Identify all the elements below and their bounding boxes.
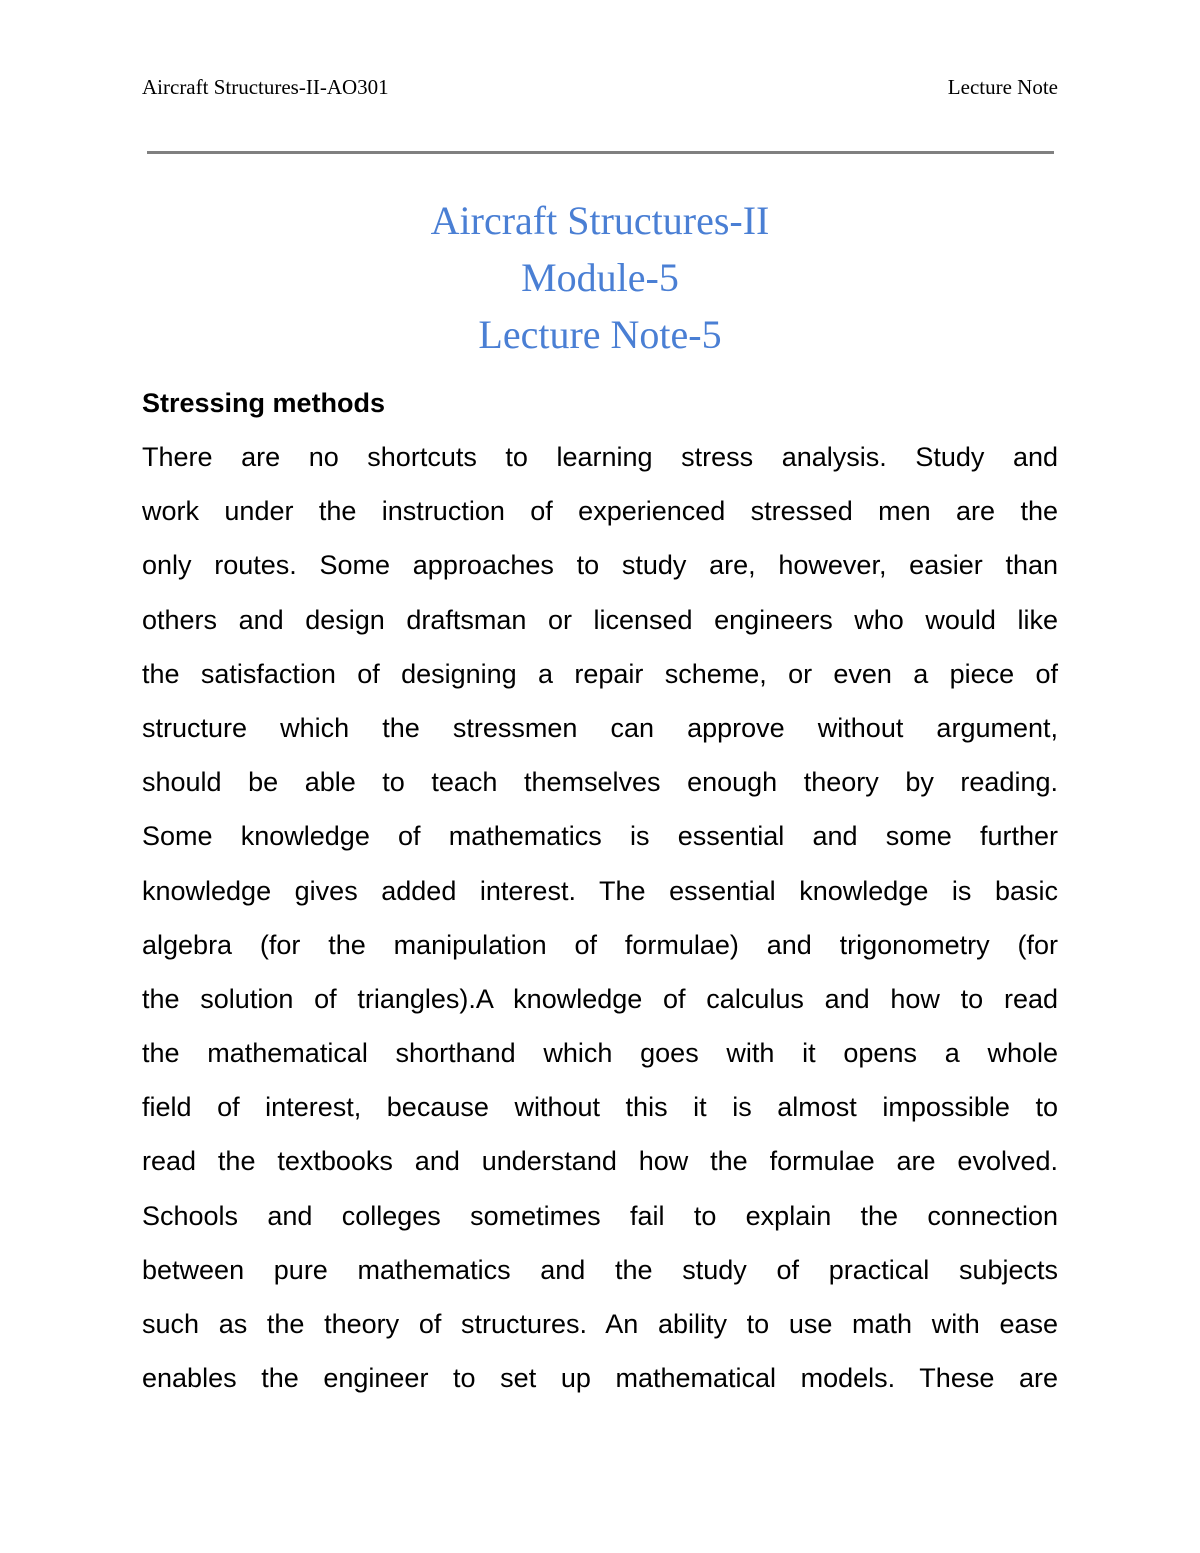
document-title	[142, 192, 1058, 363]
title-module: Module-5	[521, 255, 679, 300]
paragraph-line: enables the engineer to set up mathematical models. These are	[142, 1363, 1058, 1394]
paragraph-line: between pure mathematics and the study of practical subjects	[142, 1254, 1058, 1285]
header-divider	[147, 151, 1054, 154]
title-lecture: Lecture Note-5	[478, 312, 722, 357]
paragraph-line: the mathematical shorthand which goes with it opens a whole	[142, 1038, 1058, 1069]
paragraph-line: algebra (for the manipulation of formulae) and trigonometry (for	[142, 929, 1058, 960]
header-document-type: Lecture Note	[947, 75, 1058, 99]
title-course: Aircraft Structures-II	[430, 198, 770, 243]
body-paragraph	[142, 430, 1058, 1405]
paragraph-line: Some knowledge of mathematics is essential and some further	[142, 821, 1058, 852]
section-heading: Stressing methods	[142, 388, 386, 418]
paragraph-line: others and design draftsman or licensed engineers who would like	[142, 604, 1058, 635]
paragraph-line: should be able to teach themselves enough theory by reading.	[142, 767, 1058, 798]
paragraph-line: read the textbooks and understand how the formulae are evolved.	[142, 1146, 1058, 1177]
paragraph-line: field of interest, because without this it is almost impossible to	[142, 1092, 1058, 1123]
paragraph-line: knowledge gives added interest. The essential knowledge is basic	[142, 875, 1058, 906]
paragraph-line: Schools and colleges sometimes fail to explain the connection	[142, 1200, 1058, 1231]
paragraph-line: There are no shortcuts to learning stress analysis. Study and	[142, 442, 1058, 472]
paragraph-line: work under the instruction of experienced stressed men are the	[142, 496, 1058, 527]
running-header	[142, 72, 1058, 102]
paragraph-line: such as the theory of structures. An ability to use math with ease	[142, 1309, 1058, 1339]
paragraph-line: structure which the stressmen can approve without argument,	[142, 712, 1058, 743]
paragraph-line: the solution of triangles).A knowledge of calculus and how to read	[142, 983, 1058, 1014]
paragraph-line: only routes. Some approaches to study are, however, easier than	[142, 550, 1058, 581]
paragraph-line: the satisfaction of designing a repair scheme, or even a piece of	[142, 658, 1058, 689]
header-course-code: Aircraft Structures-II-AO301	[142, 75, 389, 99]
